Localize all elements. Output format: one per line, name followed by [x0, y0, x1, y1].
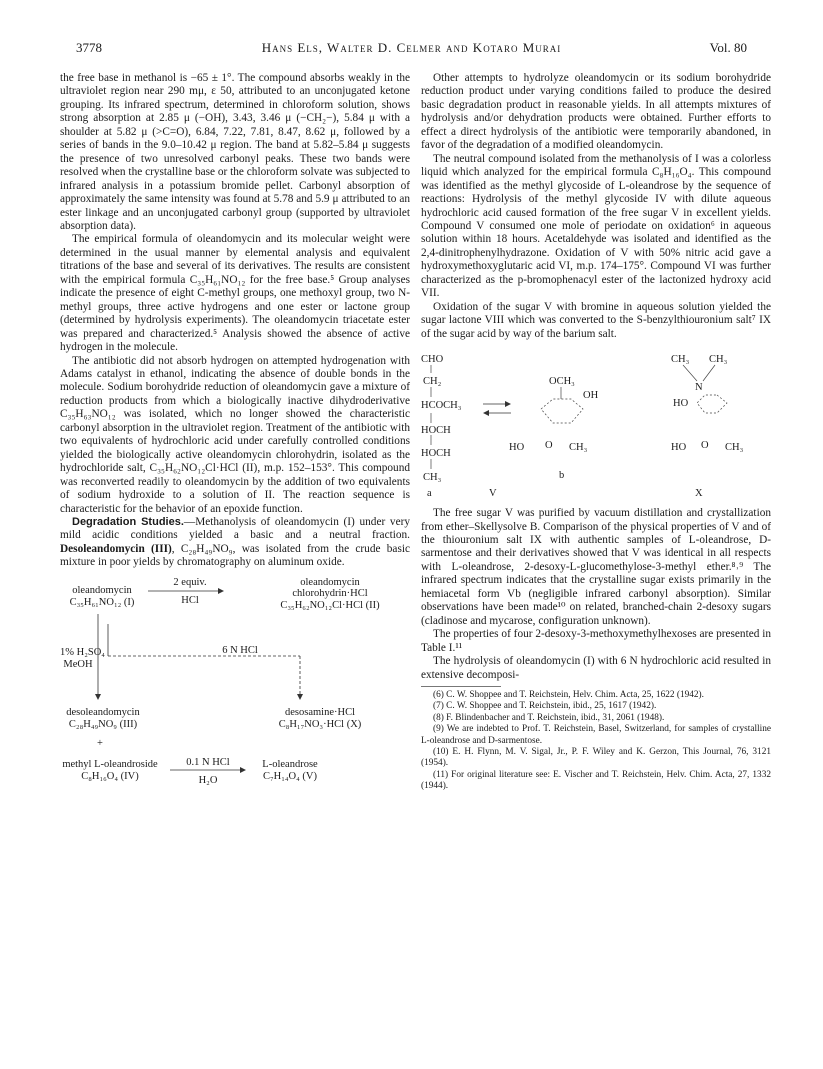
compound-name: Desoleandomycin (III)	[60, 542, 172, 555]
footnote: (9) We are indebted to Prof. T. Reichstein, Basel, Switzerland, for samples of crystalline L-oleandrose and D-sarmentose.	[421, 724, 771, 746]
structure-text: HO	[509, 442, 525, 454]
paragraph: Oxidation of the sugar V with bromine in aqueous solution yielded the sugar lactone VIII which was converted to the S-benzylthiouronium salt⁷ IX of the sugar acid by way of the barium salt.	[421, 300, 771, 340]
structure-text: CH₃	[725, 442, 744, 454]
reagent-label: HCl	[181, 594, 199, 606]
footnote-rule	[421, 686, 501, 687]
structure-text: CH₃	[709, 354, 728, 366]
right-column	[421, 72, 771, 793]
reagent-label: MeOH	[63, 658, 93, 670]
structure-text: CH₃	[569, 442, 588, 454]
structure-bonds	[421, 351, 771, 501]
structure-label: a	[427, 488, 432, 500]
page-header	[76, 40, 747, 60]
page-number: 3778	[76, 40, 102, 55]
footnote: (11) For original literature see: E. Vischer and T. Reichstein, Helv. Chim. Acta, 27, 1332 (1944).	[421, 769, 771, 792]
structure-text: O	[701, 440, 709, 452]
plus-sign: +	[97, 737, 103, 749]
chlorohydrin-formula: C₃₅H₆₂NO₁₂Cl·HCl (II)	[280, 599, 380, 611]
reagent-label: H₂O	[198, 774, 218, 786]
desoleandomycin-formula: C₂₈H₄₉NO₉ (III)	[68, 718, 138, 730]
reagent-label: 0.1 N HCl	[186, 756, 230, 768]
l-oleandrose-label: L-oleandrose	[262, 758, 318, 770]
chlorohydrin-label: chlorohydrin·HCl	[292, 587, 368, 599]
structure-text: HO	[671, 442, 687, 454]
structure-text: OCH₃	[549, 376, 575, 388]
structure-text: HO	[673, 398, 689, 410]
paragraph: the free base in methanol is −65 ± 1°. The compound absorbs weakly in the ultraviolet region near 290 mμ, ε 50, attributed to an unconjugated ketone grouping. Its infrared spectrum, determined in chloroform solution, shows strong absorption at 2.85 μ (−OH), 3.43, 3.46 μ (−CH₂−), 5.84 μ with a shoulder at 5.82 μ (>C=O), 6.84, 7.22, 7.81, 8.47, 8.62 μ, followed by a series of bands in the 9.0–10.42 μ region. The band at 5.82–5.84 μ suggests the presence of two unresolved carbonyl peaks. These two bands were resolved when the crystalline base or the chloroform solvate was subjected to infrared analysis in a potassium bromide pellet. Carbonyl absorption of approximately the same intensity was found at 5.78 and 5.9 μ attributed to an ester linkage and an unconjugated carbonyl group (supported by ultraviolet absorption data).	[60, 72, 410, 232]
structure-text: CH₃	[671, 354, 690, 366]
desoleandomycin-label: desoleandomycin	[66, 706, 140, 718]
structure-text: HOCH	[421, 448, 451, 460]
structure-text: OH	[583, 390, 599, 402]
structure-text: HOCH	[421, 425, 451, 437]
structure-label: V	[489, 488, 497, 500]
desosamine-label: desosamine·HCl	[285, 706, 355, 718]
paragraph: The hydrolysis of oleandomycin (I) with 6 N hydrochloric acid resulted in extensive decomposi-	[421, 655, 771, 681]
footnote: (7) C. W. Shoppee and T. Reichstein, ibid., 25, 1617 (1942).	[433, 701, 657, 712]
oleandomycin-label: oleandomycin	[72, 584, 132, 596]
reagent-label: 2 equiv.	[173, 576, 207, 588]
structure-text: CH₂	[423, 376, 442, 388]
chlorohydrin-label: oleandomycin	[300, 576, 360, 588]
structure-text: N	[695, 382, 703, 394]
footnotes	[421, 690, 771, 793]
running-head-authors: Hans Els, Walter D. Celmer and Kotaro Murai	[261, 40, 562, 55]
oleandomycin-formula: C₃₅H₆₁NO₁₂ (I)	[69, 596, 135, 608]
reagent-label: 1% H₂SO₄	[60, 646, 105, 658]
structure-label: X	[695, 488, 703, 500]
structure-text: CHO	[421, 354, 444, 366]
paragraph: The antibiotic did not absorb hydrogen on attempted hydrogenation with Adams catalyst in ethanol, indicating the absence of double bonds in the molecule. Sodium borohydride reduction of oleandomycin gave a mixture of reduction products from which a biologically inactive dihydroderivative C₃₅H₆₃NO₁₂ was isolated, which no longer showed the characteristic carbonyl absorption in the ultraviolet region. Treatment of the antibiotic with two equivalents of hydrochloric acid under carefully controlled conditions yielded the biologically active oleandomycin chlorohydrin, isolated as the hydrochloride salt, C₃₅H₆₂NO₁₂Cl·HCl (II), m.p. 152–153°. This compound was reconverted readily to oleandomycin by the addition of two equivalents of sodium hydroxide to a solution of II. The reaction sequence is characteristic for the behavior of an epoxide function.	[60, 354, 410, 515]
l-oleandrose-formula: C₇H₁₄O₄ (V)	[262, 770, 317, 782]
footnote: (10) E. H. Flynn, M. V. Sigal, Jr., P. F. Wiley and K. Gerzon, This Journal, 76, 3121 (1954).	[421, 746, 771, 769]
paragraph: The empirical formula of oleandomycin and its molecular weight were determined in the usual manner by elemental analysis and equivalent titrations of the base and several of its derivatives. The results are consistent with the empirical formula C₃₅H₆₁NO₁₂ for the free base.⁵ Group analyses indicate the presence of eight C-methyl groups, one methoxyl group, two N-methyl groups, three active hydrogens and one ester or lactone group (determined by hydrolysis experiments). The oleandomycin triacetate ester was prepared and characterized.⁵ Analysis showed the absence of active hydrogen in the molecule.	[60, 233, 410, 354]
methyl-oleandroside-label: methyl L-oleandroside	[62, 758, 158, 770]
reagent-label: 6 N HCl	[222, 644, 258, 656]
structure-text: CH₃	[423, 472, 442, 484]
paragraph: The free sugar V was purified by vacuum distillation and crystallization from ether–Skellysolve B. Comparison of the physical properties of V and of the thiouronium salt IX with authentic samples of L-oleandrose, D-sarmentose and their derivatives showed that V was identical in all respects with L-oleandrose, 2-desoxy-L-glucomethylose-3-methyl ether.⁸˒⁹ The infrared spectrum indicates that the crystalline sugar exists primarily in the hemiacetal form Vb (negligible infrared carbonyl absorption). Similar observations have been made¹⁰ on related, branched-chain 2-desoxy sugars (cladinose and mycarose, configuration unknown).	[421, 507, 771, 627]
degradation-scheme	[60, 576, 410, 791]
structure-label: b	[559, 470, 565, 482]
left-column	[60, 72, 410, 791]
structure-text: HCOCH₃	[421, 400, 462, 412]
structure-text: O	[545, 440, 553, 452]
footnote: (8) F. Blindenbacher and T. Reichstein, ibid., 31, 2061 (1948).	[433, 712, 665, 723]
sugar-structures-figure	[421, 351, 771, 501]
methyl-oleandroside-formula: C₈H₁₆O₄ (IV)	[81, 770, 139, 782]
paragraph: The properties of four 2-desoxy-3-methoxymethylhexoses are presented in Table I.¹¹	[421, 628, 771, 654]
paragraph: The neutral compound isolated from the methanolysis of I was a colorless liquid which analyzed for the empirical formula C₈H₁₆O₄. This compound was identified as the methyl glycoside of L-oleandrose by the sequence of reactions: Hydrolysis of the methyl glycoside IV with dilute aqueous hydrochloric acid caused formation of the free sugar V in excellent yields. Compound V consumed one mole of periodate on oxidation⁶ in aqueous solution within 18 hours. Acetaldehyde was isolated and identified as the 2,4-dinitrophenylhydrazone. Oxidation of V with 50% nitric acid gave a hydroxymethoxyglutaric acid VI, m.p. 174–175°. Compound VI was further characterized as the p-bromophenacyl ester of the lactonized hydroxy acid VII.	[421, 152, 771, 300]
desosamine-formula: C₈H₁₇NO₃·HCl (X)	[278, 718, 362, 730]
footnote: (6) C. W. Shoppee and T. Reichstein, Helv. Chim. Acta, 25, 1622 (1942).	[433, 689, 704, 700]
volume-number: Vol. 80	[709, 40, 747, 55]
section-heading: Degradation Studies.	[72, 515, 184, 528]
paragraph: Degradation Studies.—Methanolysis of oleandomycin (I) under very mild acidic conditions yielded a basic and a neutral fraction. Desoleandomycin (III), C₂₈H₄₉NO₉, was isolated from the crude basic mixture in poor yields by chromatography on aluminum oxide.	[60, 515, 410, 569]
paragraph: Other attempts to hydrolyze oleandomycin or its sodium borohydride reduction product under varying conditions failed to produce the desired basic degradation product in reasonable yields. In all attempts mixtures of hydrolysis and/or dehydration products were obtained. Further efforts to effect a direct hydrolysis of the antibiotic were temporarily abandoned, in favor of the degradation of a modified oleandomycin.	[421, 72, 771, 152]
